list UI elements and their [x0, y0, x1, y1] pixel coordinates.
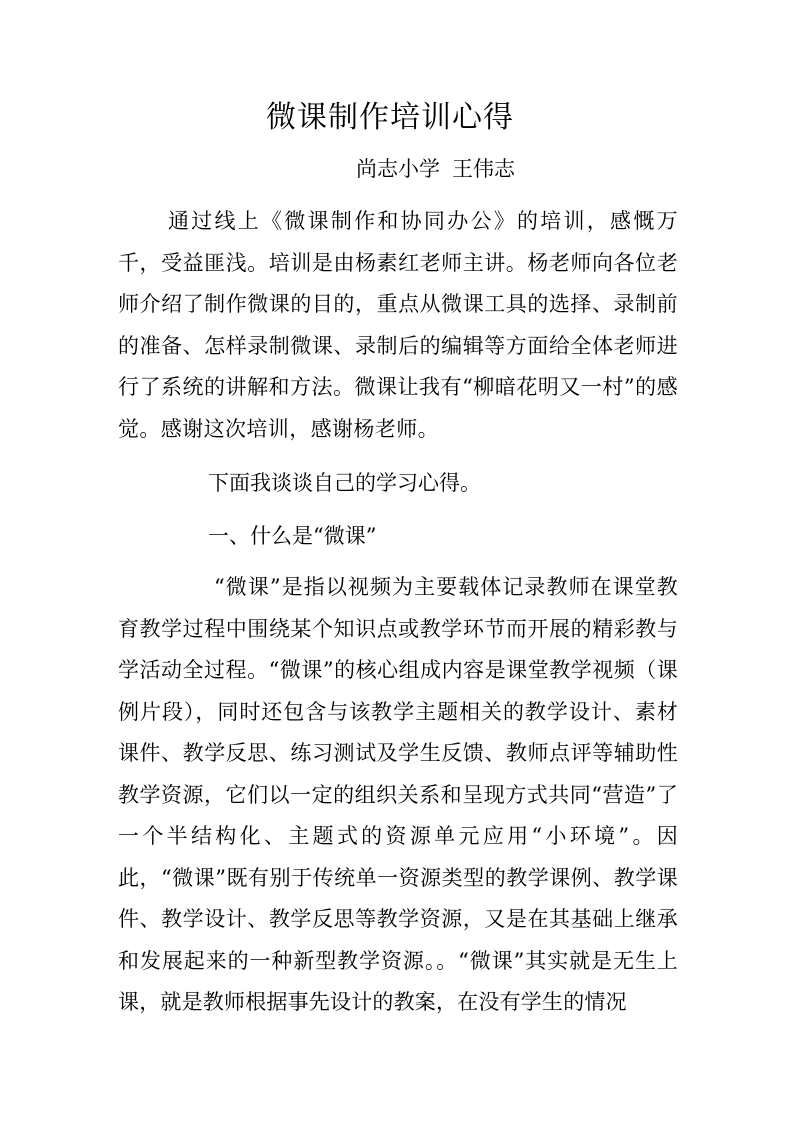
intro-paragraph: 通过线上《微课制作和协同办公》的培训，感慨万千，受益匪浅。培训是由杨素红老师主讲。杨老师向各位老师介绍了制作微课的目的，重点从微课工具的选择、录制前的准备、怎样录制微课、录制后的编辑等方面给全体老师进行了系统的讲解和方法。微课让我有“柳暗花明又一村”的感觉。感谢这次培训，感谢杨老师。: [118, 209, 678, 441]
document-title: 微课制作培训心得: [266, 100, 514, 135]
section-body-paragraph: “微课”是指以视频为主要载体记录教师在课堂教育教学过程中围绕某个知识点或教学环节而开展的精彩教与学活动全过程。“微课”的核心组成内容是课堂教学视频（课例片段），同时还包含与该教学主题相关的教学设计、素材课件、教学反思、练习测试及学生反馈、教师点评等辅助性教学资源，它们以一定的组织关系和呈现方式共同“营造”了一个半结构化、主题式的资源单元应用“小环境”。因此，“微课”既有别于传统单一资源类型的教学课例、教学课件、教学设计、教学反思等教学资源，又是在其基础上继承和发展起来的一种新型教学资源。。“微课”其实就是无生上课，就是教师根据事先设计的教案，在没有学生的情况: [118, 575, 678, 1014]
section-heading-what-is-microlesson: 一、什么是“微课”: [208, 524, 377, 548]
author-name: 王伟志: [452, 157, 515, 181]
lead-paragraph: 下面我谈谈自己的学习心得。: [208, 471, 481, 495]
author-school: 尚志小学: [356, 157, 440, 181]
author-line: [356, 154, 515, 184]
